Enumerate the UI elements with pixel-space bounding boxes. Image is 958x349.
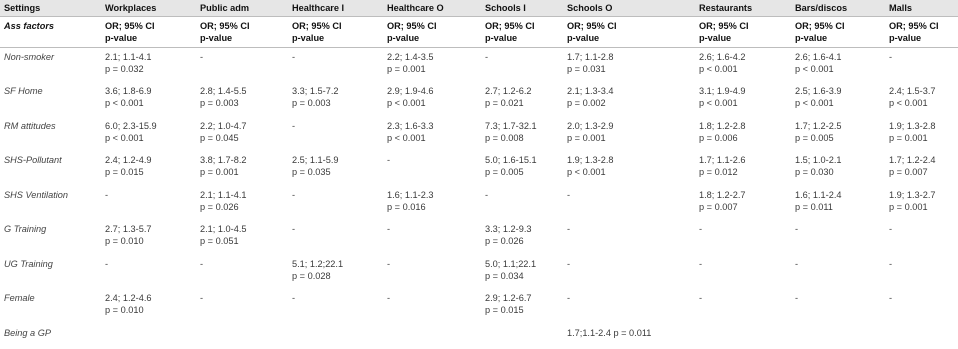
stat-label: OR; 95% CI bbox=[699, 21, 749, 31]
p-value: p = 0.005 bbox=[795, 132, 834, 143]
stat-subheader bbox=[695, 17, 791, 48]
result-cell bbox=[196, 289, 288, 324]
table-row bbox=[0, 151, 958, 186]
p-value: p = 0.015 bbox=[485, 305, 524, 315]
or-ci-value: - bbox=[889, 224, 893, 234]
pvalue-label: p-value bbox=[889, 33, 922, 43]
result-cell bbox=[288, 324, 383, 349]
result-cell bbox=[695, 151, 791, 186]
factor-label: SHS-Pollutant bbox=[4, 155, 62, 165]
result-cell bbox=[481, 48, 563, 83]
or-ci-value: 2.7; 1.2-6.2 bbox=[485, 86, 532, 96]
p-value: p = 0.015 bbox=[105, 167, 144, 177]
p-value: p < 0.001 bbox=[105, 132, 144, 143]
result-cell bbox=[885, 220, 958, 255]
or-ci-value: 2.9; 1.9-4.6 bbox=[387, 86, 434, 96]
or-ci-value: - bbox=[200, 52, 204, 62]
table-row bbox=[0, 117, 958, 152]
or-ci-value: 1.6; 1.1-2.4 bbox=[795, 189, 842, 200]
result-cell bbox=[288, 255, 383, 290]
p-value: p = 0.001 bbox=[889, 132, 928, 143]
or-ci-value: 1.7; 1.2-2.5 bbox=[795, 120, 842, 131]
p-value: p = 0.001 bbox=[567, 132, 606, 143]
result-cell bbox=[196, 255, 288, 290]
or-ci-value: - bbox=[567, 258, 571, 269]
or-ci-value: 5.0; 1.6-15.1 bbox=[485, 155, 537, 165]
p-value: p < 0.001 bbox=[699, 64, 738, 74]
stat-subheader bbox=[101, 17, 196, 48]
stat-subheader bbox=[563, 17, 695, 48]
result-cell bbox=[481, 117, 563, 152]
result-cell bbox=[563, 186, 695, 221]
p-value: p = 0.008 bbox=[485, 132, 524, 143]
result-cell bbox=[196, 151, 288, 186]
p-value: p < 0.001 bbox=[387, 98, 426, 108]
column-header: Bars/discos bbox=[791, 0, 885, 17]
or-ci-value: 7.3; 1.7-32.1 bbox=[485, 120, 537, 131]
p-value: p = 0.010 bbox=[105, 305, 144, 315]
result-cell bbox=[791, 324, 885, 349]
p-value: p = 0.003 bbox=[292, 98, 331, 108]
or-ci-value: 3.6; 1.8-6.9 bbox=[105, 86, 152, 96]
result-cell bbox=[101, 151, 196, 186]
result-cell bbox=[196, 220, 288, 255]
or-ci-value: - bbox=[889, 258, 893, 269]
or-ci-value: 2.3; 1.6-3.3 bbox=[387, 120, 434, 131]
or-ci-value: 1.8; 1.2-2.7 bbox=[699, 189, 746, 200]
stat-subheader bbox=[383, 17, 481, 48]
result-cell bbox=[101, 324, 196, 349]
p-value: p = 0.031 bbox=[567, 64, 606, 74]
result-cell bbox=[383, 289, 481, 324]
p-value: p < 0.001 bbox=[699, 98, 738, 108]
or-ci-value: 1.8; 1.2-2.8 bbox=[699, 120, 746, 131]
or-ci-value: - bbox=[795, 224, 799, 234]
p-value: p < 0.001 bbox=[889, 98, 928, 108]
or-ci-value: - bbox=[567, 189, 571, 200]
table-row bbox=[0, 220, 958, 255]
result-cell bbox=[196, 324, 288, 349]
p-value: p = 0.032 bbox=[105, 64, 144, 74]
p-value: p = 0.005 bbox=[485, 167, 524, 177]
or-ci-value: 2.2; 1.4-3.5 bbox=[387, 52, 434, 62]
factor-label: Female bbox=[4, 293, 35, 303]
p-value: p = 0.007 bbox=[889, 167, 928, 177]
result-cell bbox=[885, 82, 958, 117]
stat-label: OR; 95% CI bbox=[292, 21, 342, 31]
result-cell bbox=[791, 186, 885, 221]
subheader-row bbox=[0, 17, 958, 48]
result-cell bbox=[101, 82, 196, 117]
column-header: Restaurants bbox=[695, 0, 791, 17]
or-ci-value: 3.1; 1.9-4.9 bbox=[699, 86, 746, 96]
result-cell bbox=[101, 220, 196, 255]
or-ci-value: 2.5; 1.1-5.9 bbox=[292, 155, 339, 165]
result-cell bbox=[196, 186, 288, 221]
result-cell bbox=[791, 220, 885, 255]
or-ci-value: - bbox=[292, 224, 296, 234]
result-cell bbox=[196, 117, 288, 152]
p-value: p = 0.034 bbox=[485, 270, 524, 281]
result-cell bbox=[791, 117, 885, 152]
or-ci-value: - bbox=[485, 52, 489, 62]
stat-subheader bbox=[481, 17, 563, 48]
result-cell bbox=[885, 289, 958, 324]
result-cell bbox=[383, 48, 481, 83]
result-cell bbox=[288, 220, 383, 255]
result-cell bbox=[288, 186, 383, 221]
or-ci-value: 1.9; 1.3-2.7 bbox=[889, 189, 936, 200]
or-ci-value: 1.7; 1.2-2.4 bbox=[889, 155, 936, 165]
table-body bbox=[0, 48, 958, 349]
result-cell bbox=[695, 48, 791, 83]
or-ci-value: 2.6; 1.6-4.1 bbox=[795, 52, 842, 62]
result-cell bbox=[563, 289, 695, 324]
stat-subheader bbox=[885, 17, 958, 48]
result-cell bbox=[101, 289, 196, 324]
or-ci-value: 2.4; 1.2-4.6 bbox=[105, 293, 152, 303]
or-ci-value: - bbox=[889, 52, 893, 62]
p-value: p = 0.026 bbox=[200, 201, 239, 212]
or-ci-value: - bbox=[292, 52, 296, 62]
p-value: p = 0.006 bbox=[699, 132, 738, 143]
result-cell bbox=[563, 255, 695, 290]
result-cell bbox=[885, 324, 958, 349]
column-header: Public adm bbox=[196, 0, 288, 17]
p-value: p = 0.016 bbox=[387, 201, 426, 212]
result-cell bbox=[791, 151, 885, 186]
p-value: p = 0.035 bbox=[292, 167, 331, 177]
p-value: p < 0.001 bbox=[567, 167, 606, 177]
or-ci-value: 5.1; 1.2;22.1 bbox=[292, 258, 344, 269]
factor-label: G Training bbox=[4, 224, 47, 234]
or-ci-value: - bbox=[699, 258, 703, 269]
column-header: Workplaces bbox=[101, 0, 196, 17]
p-value: p = 0.001 bbox=[889, 201, 928, 212]
column-header: Healthcare O bbox=[383, 0, 481, 17]
result-cell bbox=[695, 82, 791, 117]
result-cell bbox=[695, 289, 791, 324]
result-cell bbox=[885, 151, 958, 186]
result-cell bbox=[695, 255, 791, 290]
result-cell bbox=[695, 220, 791, 255]
or-ci-value: - bbox=[795, 293, 799, 303]
result-cell bbox=[383, 324, 481, 349]
column-header: Malls bbox=[885, 0, 958, 17]
or-ci-value: 2.2; 1.0-4.7 bbox=[200, 120, 247, 131]
factor-label: Being a GP bbox=[4, 327, 51, 338]
or-ci-value: - bbox=[387, 224, 391, 234]
result-cell bbox=[101, 186, 196, 221]
or-ci-value: - bbox=[292, 120, 296, 131]
result-cell bbox=[563, 220, 695, 255]
p-value: p = 0.021 bbox=[485, 98, 524, 108]
or-ci-value: 2.9; 1.2-6.7 bbox=[485, 293, 532, 303]
or-ci-value: 2.0; 1.3-2.9 bbox=[567, 120, 614, 131]
or-ci-value: 2.5; 1.6-3.9 bbox=[795, 86, 842, 96]
or-ci-value: 3.3; 1.5-7.2 bbox=[292, 86, 339, 96]
result-cell bbox=[481, 220, 563, 255]
p-value: p = 0.010 bbox=[105, 236, 144, 246]
column-header: Schools I bbox=[481, 0, 563, 17]
or-ci-value: 1.9; 1.3-2.8 bbox=[567, 155, 614, 165]
or-ci-value: - bbox=[567, 224, 571, 234]
result-cell bbox=[383, 117, 481, 152]
result-cell bbox=[791, 255, 885, 290]
result-cell bbox=[383, 186, 481, 221]
or-ci-value: 6.0; 2.3-15.9 bbox=[105, 120, 157, 131]
stat-label: OR; 95% CI bbox=[795, 21, 845, 31]
or-ci-value: - bbox=[387, 293, 391, 303]
or-ci-value: - bbox=[200, 293, 204, 303]
or-ci-value: - bbox=[387, 258, 391, 269]
result-cell bbox=[481, 186, 563, 221]
p-value: p = 0.028 bbox=[292, 270, 331, 281]
stat-label: OR; 95% CI bbox=[889, 21, 939, 31]
stat-subheader bbox=[196, 17, 288, 48]
or-ci-value: 2.7; 1.3-5.7 bbox=[105, 224, 152, 234]
stat-label: OR; 95% CI bbox=[567, 21, 617, 31]
p-value: p = 0.001 bbox=[200, 167, 239, 177]
column-header: Healthcare I bbox=[288, 0, 383, 17]
or-ci-value: - bbox=[105, 258, 109, 269]
column-header: Schools O bbox=[563, 0, 695, 17]
p-value: p < 0.001 bbox=[795, 98, 834, 108]
result-cell bbox=[196, 48, 288, 83]
p-value: p < 0.001 bbox=[795, 64, 834, 74]
result-cell bbox=[885, 255, 958, 290]
result-cell bbox=[885, 48, 958, 83]
table-row bbox=[0, 324, 958, 349]
stat-label: OR; 95% CI bbox=[387, 21, 437, 31]
result-cell bbox=[885, 117, 958, 152]
p-value: p = 0.030 bbox=[795, 167, 834, 177]
pvalue-label: p-value bbox=[485, 33, 518, 43]
or-ci-value: 2.8; 1.4-5.5 bbox=[200, 86, 247, 96]
or-ci-value: - bbox=[292, 189, 296, 200]
result-cell bbox=[383, 220, 481, 255]
or-ci-value: 2.4; 1.2-4.9 bbox=[105, 155, 152, 165]
or-ci-value: 1.9; 1.3-2.8 bbox=[889, 120, 936, 131]
table-row bbox=[0, 186, 958, 221]
result-cell bbox=[481, 289, 563, 324]
or-ci-value: - bbox=[485, 189, 489, 200]
or-ci-value: - bbox=[795, 258, 799, 269]
result-cell bbox=[101, 117, 196, 152]
or-ci-value: 1.7; 1.1-2.6 bbox=[699, 155, 746, 165]
or-ci-value: 1.7;1.1-2.4 p = 0.011 bbox=[567, 327, 652, 338]
pvalue-label: p-value bbox=[292, 33, 325, 43]
result-cell bbox=[791, 289, 885, 324]
settings-header: Settings bbox=[0, 0, 101, 17]
or-ci-value: 3.8; 1.7-8.2 bbox=[200, 155, 247, 165]
pvalue-label: p-value bbox=[699, 33, 732, 43]
p-value: p = 0.011 bbox=[795, 201, 833, 212]
result-cell bbox=[288, 82, 383, 117]
stat-label: OR; 95% CI bbox=[485, 21, 535, 31]
pvalue-label: p-value bbox=[387, 33, 420, 43]
p-value: p = 0.001 bbox=[387, 64, 426, 74]
pvalue-label: p-value bbox=[567, 33, 600, 43]
or-ci-value: 1.6; 1.1-2.3 bbox=[387, 189, 434, 200]
or-ci-value: - bbox=[699, 224, 703, 234]
or-ci-value: 2.6; 1.6-4.2 bbox=[699, 52, 746, 62]
p-value: p < 0.001 bbox=[105, 98, 144, 108]
or-ci-value: 2.4; 1.5-3.7 bbox=[889, 86, 936, 96]
or-ci-value: - bbox=[292, 293, 296, 303]
table-row bbox=[0, 48, 958, 83]
stat-label: OR; 95% CI bbox=[200, 21, 250, 31]
result-cell bbox=[791, 82, 885, 117]
result-cell bbox=[101, 48, 196, 83]
result-cell bbox=[563, 82, 695, 117]
p-value: p < 0.001 bbox=[387, 132, 426, 143]
result-cell bbox=[101, 255, 196, 290]
result-cell bbox=[563, 151, 695, 186]
pvalue-label: p-value bbox=[200, 33, 233, 43]
result-cell bbox=[481, 151, 563, 186]
result-cell bbox=[695, 117, 791, 152]
factor-label: RM attitudes bbox=[4, 120, 56, 131]
result-cell bbox=[288, 48, 383, 83]
or-ci-value: 2.1; 1.3-3.4 bbox=[567, 86, 614, 96]
or-ci-value: - bbox=[699, 293, 703, 303]
stat-subheader bbox=[288, 17, 383, 48]
factor-label: Non-smoker bbox=[4, 52, 55, 62]
result-cell bbox=[288, 151, 383, 186]
factor-label: SF Home bbox=[4, 86, 43, 96]
result-cell bbox=[563, 48, 695, 83]
result-cell bbox=[695, 324, 791, 349]
table-row bbox=[0, 289, 958, 324]
stat-subheader bbox=[791, 17, 885, 48]
pvalue-label: p-value bbox=[105, 33, 138, 43]
or-ci-value: - bbox=[200, 258, 204, 269]
or-ci-value: 1.7; 1.1-2.8 bbox=[567, 52, 614, 62]
or-ci-value: - bbox=[105, 189, 109, 200]
result-cell bbox=[383, 255, 481, 290]
or-ci-value: 2.1; 1.1-4.1 bbox=[105, 52, 152, 62]
table-row bbox=[0, 82, 958, 117]
factor-header: Ass factors bbox=[0, 17, 101, 48]
p-value: p = 0.051 bbox=[200, 236, 239, 246]
p-value: p = 0.012 bbox=[699, 167, 738, 177]
or-ci-value: 3.3; 1.2-9.3 bbox=[485, 224, 532, 234]
factor-label: SHS Ventilation bbox=[4, 189, 69, 200]
result-cell bbox=[885, 186, 958, 221]
result-cell bbox=[288, 117, 383, 152]
result-cell bbox=[481, 82, 563, 117]
p-value: p = 0.026 bbox=[485, 236, 524, 246]
result-cell bbox=[196, 82, 288, 117]
or-ci-value: 5.0; 1.1;22.1 bbox=[485, 258, 537, 269]
or-ci-value: 2.1; 1.0-4.5 bbox=[200, 224, 247, 234]
result-cell bbox=[383, 151, 481, 186]
p-value: p = 0.002 bbox=[567, 98, 606, 108]
pvalue-label: p-value bbox=[795, 33, 828, 43]
result-cell bbox=[695, 186, 791, 221]
p-value: p = 0.003 bbox=[200, 98, 239, 108]
result-cell bbox=[563, 324, 695, 349]
result-cell bbox=[481, 324, 563, 349]
or-ci-value: - bbox=[567, 293, 571, 303]
table-row bbox=[0, 255, 958, 290]
result-cell bbox=[791, 48, 885, 83]
or-ci-value: - bbox=[387, 155, 391, 165]
factor-label: UG Training bbox=[4, 258, 53, 269]
p-value: p = 0.045 bbox=[200, 132, 239, 143]
result-cell bbox=[288, 289, 383, 324]
result-cell bbox=[383, 82, 481, 117]
stat-label: OR; 95% CI bbox=[105, 21, 155, 31]
or-ci-value: 2.1; 1.1-4.1 bbox=[200, 189, 247, 200]
or-ci-value: 1.5; 1.0-2.1 bbox=[795, 155, 842, 165]
settings-header-row bbox=[0, 0, 958, 17]
result-cell bbox=[481, 255, 563, 290]
result-cell bbox=[563, 117, 695, 152]
p-value: p = 0.007 bbox=[699, 201, 738, 212]
or-ci-value: - bbox=[889, 293, 893, 303]
